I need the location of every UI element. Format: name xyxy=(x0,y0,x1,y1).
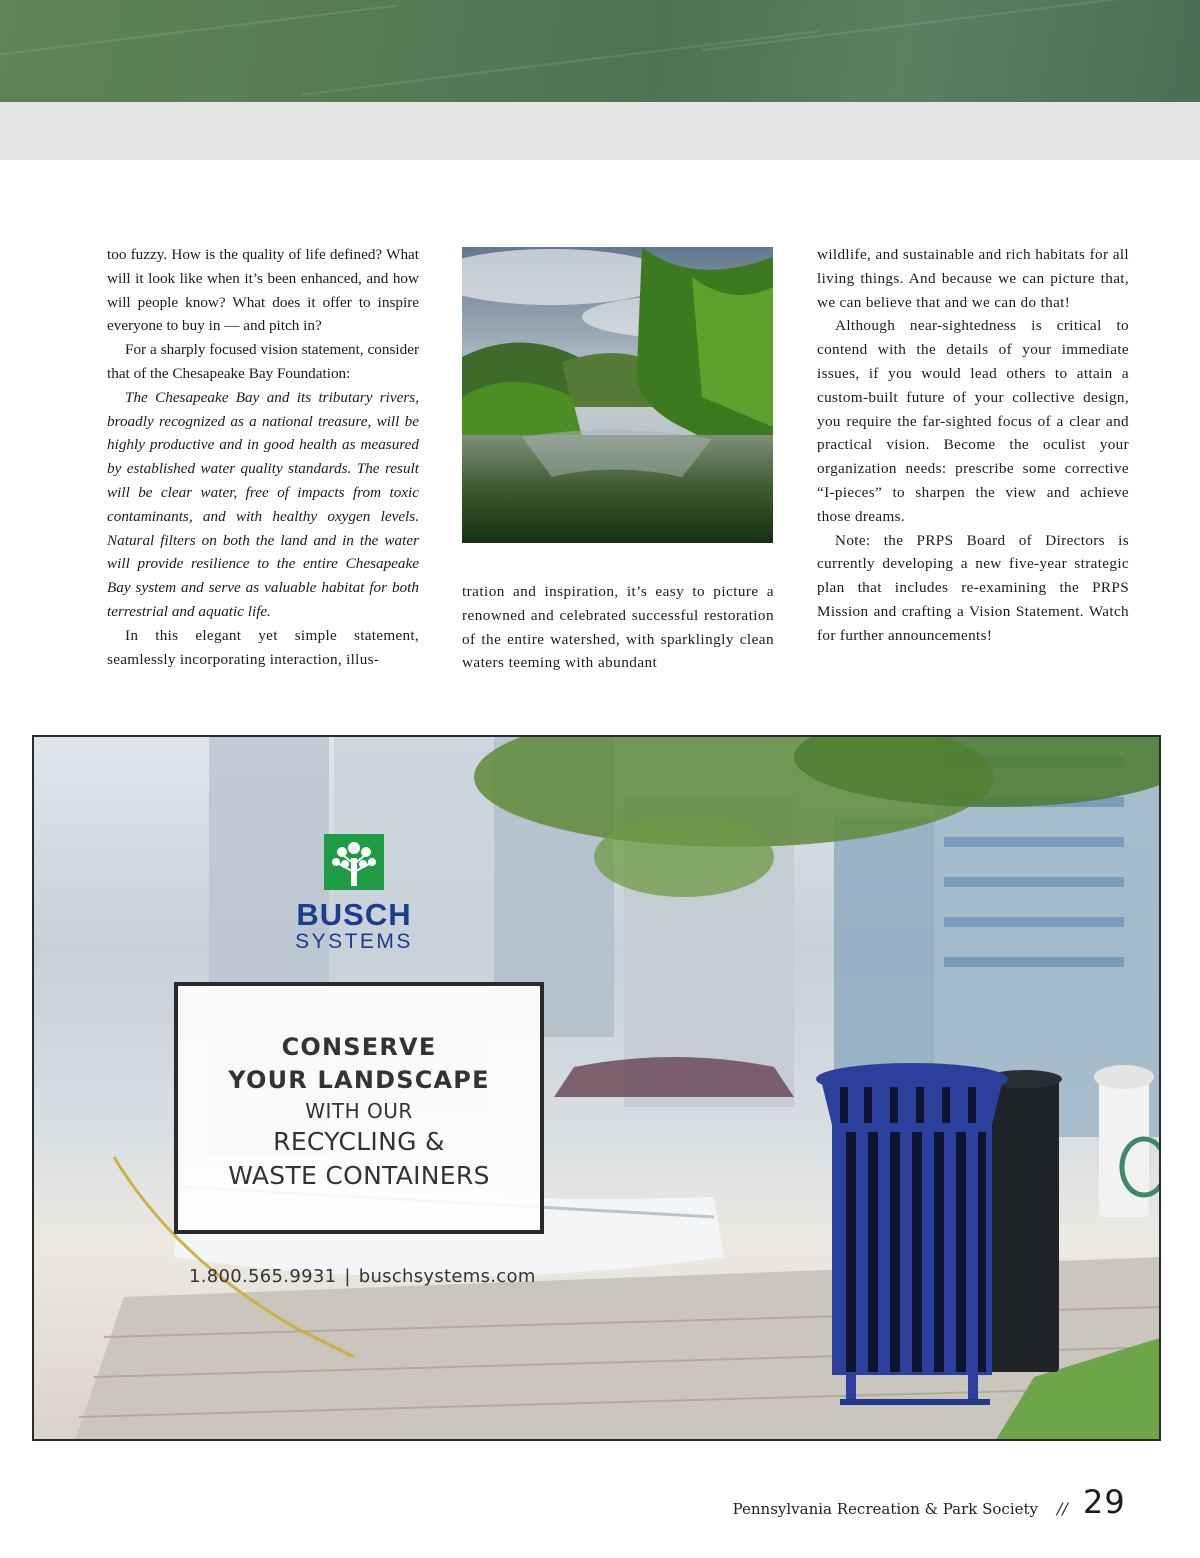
publication-name: Pennsylvania Recreation & Park Society xyxy=(732,1500,1038,1518)
paragraph: too fuzzy. How is the quality of life defined? What will it look like when it’s been enhanced, and how will people know? What does it offer to inspire everyone to buy in — and pitch in? xyxy=(107,246,419,335)
busch-logo-tree-icon xyxy=(324,834,384,890)
ad-headline-box xyxy=(174,982,544,1234)
phone-number[interactable]: 1.800.565.9931 xyxy=(189,1266,337,1287)
headline-line: YOUR LANDSCAPE xyxy=(228,1066,490,1094)
paragraph: For a sharply focused vision statement, consider that of the Chesapeake Bay Foundation: xyxy=(107,341,419,382)
header-texture-band xyxy=(0,0,1200,102)
river-valley-photo xyxy=(462,247,773,543)
header-gray-band xyxy=(0,102,1200,160)
paragraph: wildlife, and sustainable and rich habitats for all living things. And because we can picture that, we can believe that and we can do that! xyxy=(817,246,1129,311)
article-column-1 xyxy=(107,243,419,671)
paragraph: Although near-sightedness is critical to contend with the details of your immediate issues, if you would lead others to attain a custom-built future of your collective design, you require the far-sighted focus of a clear and practical vision. Become the oculist your organization needs: prescribe some corrective “I-pieces” to sharpen the view and achieve those dreams. xyxy=(817,317,1129,525)
website-link[interactable]: buschsystems.com xyxy=(358,1266,536,1287)
contact-separator: | xyxy=(344,1266,351,1287)
paragraph: tration and inspiration, it’s easy to picture a renowned and celebrated successful restoration of the entire watershed, with sparklingly clean waters teeming with abundant xyxy=(462,583,774,672)
brand-name-subline: SYSTEMS xyxy=(295,930,413,953)
brand-name: BUSCH xyxy=(296,897,412,932)
paragraph: Note: the PRPS Board of Directors is currently developing a new five-year strategic plan that includes re-examining the PRPS Mission and crafting a Vision Statement. Watch for further announcements! xyxy=(817,531,1129,644)
busch-systems-advertisement[interactable] xyxy=(32,735,1161,1441)
block-quote: The Chesapeake Bay and its tributary rivers, broadly recognized as a national treasure, will be highly productive and in good health as measured by established water quality standards. The result will be clear water, free of impacts from toxic contaminants, and with healthy oxygen levels. Natural filters on both the land and in the water will provide resilience to the entire Chesapeake Bay system and serve as valuable habitat for both terrestrial and aquatic life. xyxy=(107,388,419,620)
paragraph: In this elegant yet simple statement, seamlessly incorporating interaction, illus- xyxy=(107,626,419,668)
recycling-bin xyxy=(816,1063,1008,1405)
headline-line: RECYCLING & xyxy=(273,1127,445,1156)
footer-separator: // xyxy=(1057,1499,1068,1518)
headline-line: WITH OUR xyxy=(305,1099,413,1123)
page-number: 29 xyxy=(1083,1483,1126,1521)
article-column-3 xyxy=(817,243,1129,648)
ad-contact-line xyxy=(189,1266,536,1287)
headline-line: WASTE CONTAINERS xyxy=(228,1161,490,1190)
article-column-2 xyxy=(462,580,774,675)
headline-line: CONSERVE xyxy=(281,1033,437,1061)
